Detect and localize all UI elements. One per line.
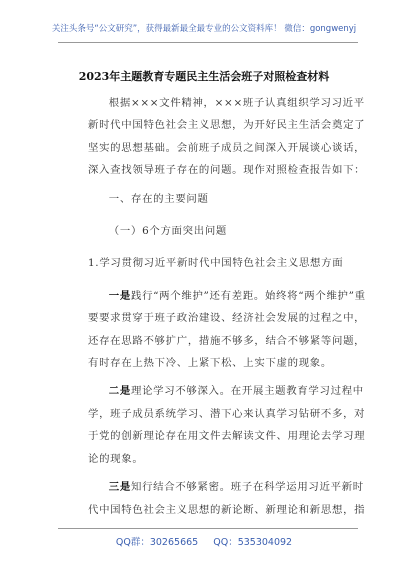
subsection-heading: （一）6个方面突出问题 [108,225,228,238]
footer-qq-group: QQ群：30265665 [115,537,199,548]
point-lead-1: 一是 [108,289,131,302]
document-body [88,92,366,527]
point-paragraph-1 [88,285,366,375]
intro-paragraph: 根据×××文件精神，×××班子认真组织学习习近平新时代中国特色社会主义思想，为开好民主生活会奠定了坚实的思想基础。会前班子成员之间深入开展谈心谈话，深入查找领导班子存在的问题。现作对照检查报告如下： [88,97,366,177]
point-text-1: 践行“两个维护”还有差距。始终将“两个维护”重要要求贯穿于班子政治建设、经济社会发展的过程之中，还存在思路不够扩广，措施不够多，结合不够紧等问题，有时存在上热下冷、上紧下松、上实下虚的现象。 [88,289,366,370]
section-heading: 一、存在的主要问题 [108,192,209,205]
document-title: 2023年主题教育专题民主生活会班子对照检查材料 [78,70,330,83]
header-note: 关注头条号“公文研究”，获得最新最全最专业的公文资料库！ 微信：gongwenyj [51,24,357,34]
item-heading: 1.学习贯彻习近平新时代中国特色社会主义思想方面 [88,257,344,270]
footer-divider [58,528,358,529]
point-paragraph-3 [88,476,366,521]
footer-qq: QQ：535304092 [213,537,293,548]
point-lead-3: 三是 [108,481,131,494]
point-text-3: 知行结合不够紧密。班子在科学运用习近平新时代中国特色社会主义思想的新论断、新理论和新思想，指 [88,481,366,516]
header-divider [58,42,358,43]
point-lead-2: 二是 [108,385,131,398]
point-paragraph-2 [88,380,366,470]
footer [0,534,408,548]
point-text-2: 理论学习不够深入。在开展主题教育学习过程中学，班子成员系统学习、潜下心来认真学习钻研不多，对于党的创新理论存在用文件去解读文件、用理论去学习理论的现象。 [88,385,366,465]
